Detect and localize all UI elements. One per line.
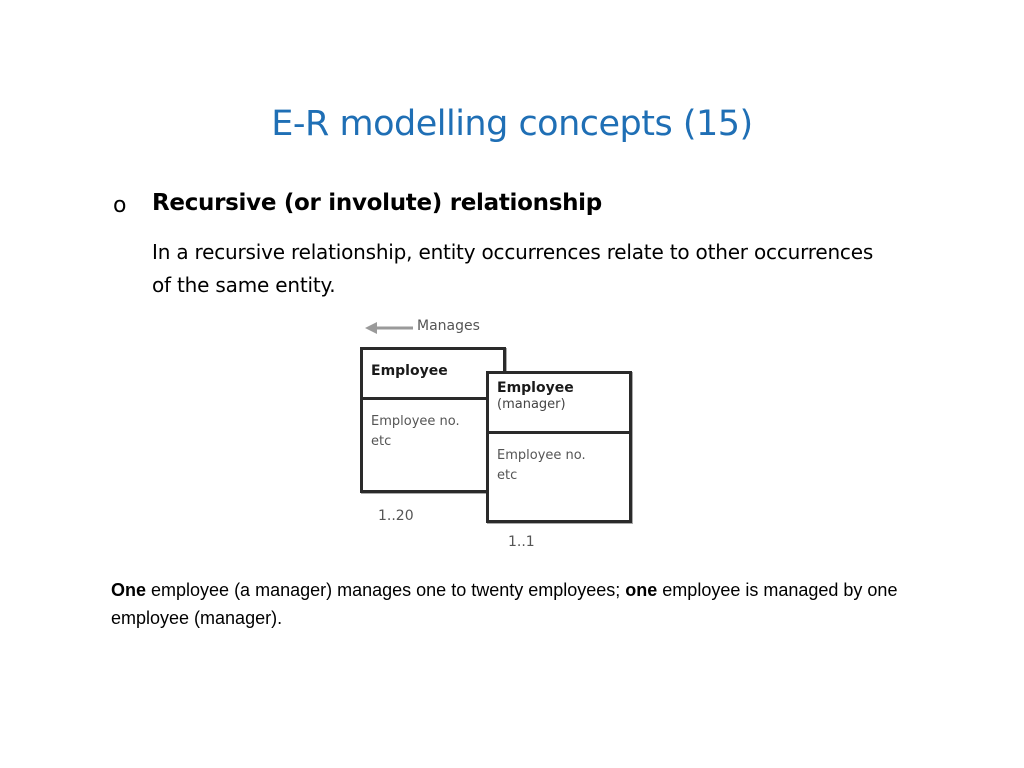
bullet-body: In a recursive relationship, entity occurrences relate to other occurrences of the same entity. [152, 240, 874, 297]
entity-attributes [489, 434, 629, 486]
left-arrow-icon [365, 321, 415, 335]
caption-bold: One [111, 580, 147, 600]
entity-name: Employee [371, 363, 448, 379]
cardinality-label: 1..1 [508, 534, 535, 550]
caption-text: employee (a manager) manages one to twenty employees; [146, 580, 626, 600]
entity-attribute: etc [371, 434, 392, 449]
relationship-label: Manages [417, 318, 480, 334]
entity-employee-manager [486, 371, 632, 523]
entity-attribute: Employee no. [497, 448, 586, 463]
bullet-marker: o [113, 193, 127, 218]
caption [111, 576, 941, 632]
entity-attribute: etc [497, 468, 518, 483]
entity-header [363, 350, 503, 400]
bullet-heading: Recursive (or involute) relationship [152, 190, 602, 216]
caption-text: employee is managed by one employee (manager). [111, 580, 898, 628]
entity-employee [360, 347, 506, 493]
entity-role: (manager) [497, 397, 566, 412]
cardinality-label: 1..20 [378, 508, 414, 524]
entity-attributes [363, 400, 503, 452]
slide-title: E-R modelling concepts (15) [271, 104, 753, 144]
entity-header [489, 374, 629, 434]
entity-name: Employee [497, 380, 574, 396]
entity-attribute: Employee no. [371, 414, 460, 429]
caption-bold: one [625, 580, 658, 600]
er-diagram [355, 312, 645, 560]
